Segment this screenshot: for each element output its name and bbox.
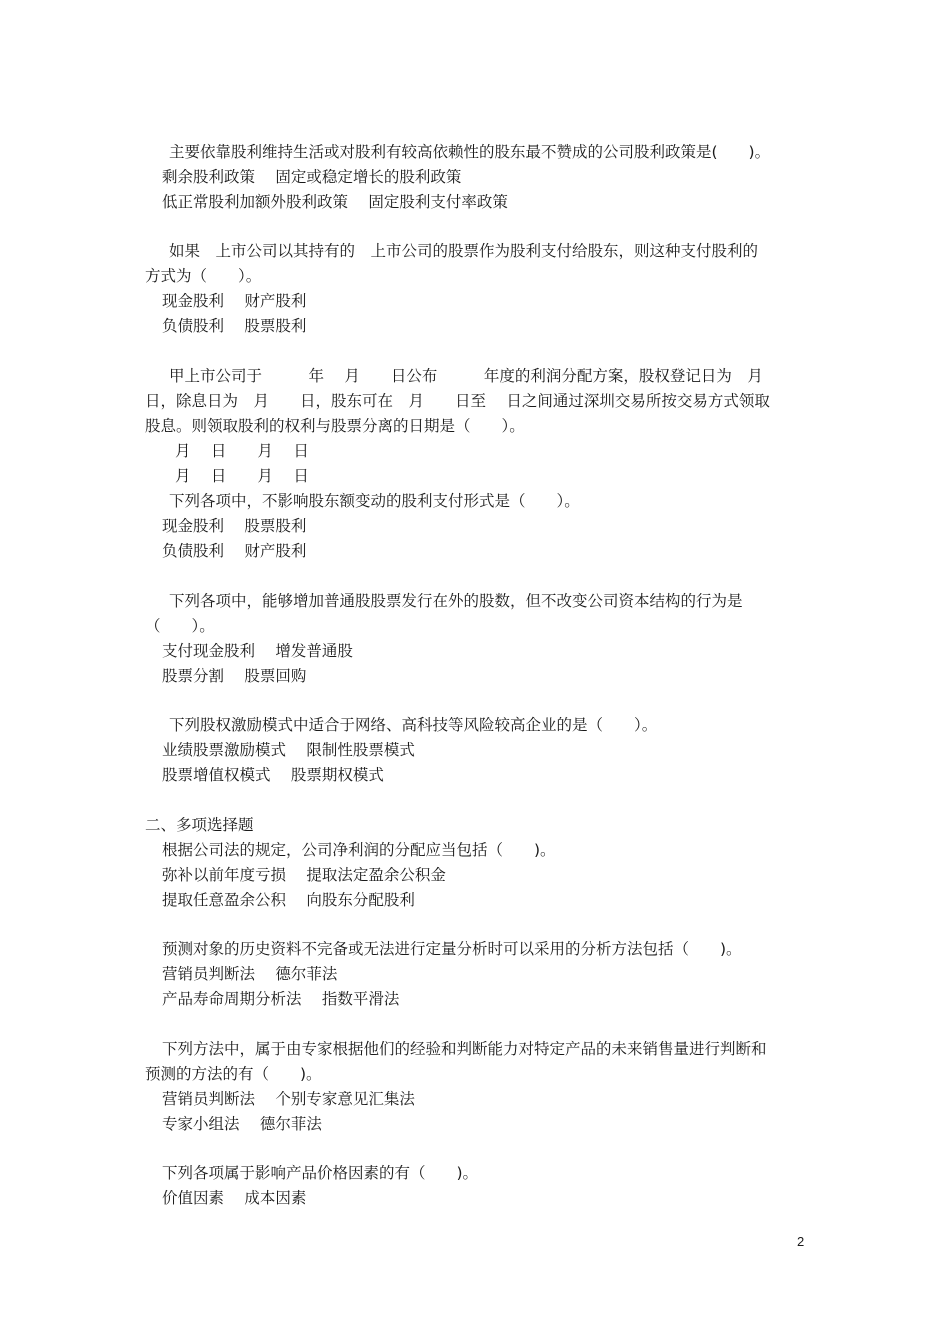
question-2-options-a-b: 现金股利 财产股利: [162, 292, 307, 310]
question-5-stem-cont: （ ）。: [145, 617, 215, 635]
multi-question-2-options-a-b: 营销员判断法 德尔菲法: [162, 965, 338, 983]
question-3-stem: 甲上市公司于 年 月 日公布 年度的利润分配方案，股权登记日为 月: [169, 367, 763, 385]
question-1-options-a-b: 剩余股利政策 固定或稳定增长的股利政策: [162, 168, 462, 186]
multi-question-3-stem-cont: 预测的方法的有（ )。: [145, 1065, 322, 1083]
multi-question-1-stem: 根据公司法的规定，公司净利润的分配应当包括（ )。: [162, 841, 556, 859]
question-1-options-c-d: 低正常股利加额外股利政策 固定股利支付率政策: [162, 193, 508, 211]
multi-question-4-stem: 下列各项属于影响产品价格因素的有（ )。: [162, 1164, 479, 1182]
multi-question-1-options-a-b: 弥补以前年度亏损 提取法定盈余公积金: [162, 866, 446, 884]
question-2-stem: 如果 上市公司以其持有的 上市公司的股票作为股利支付给股东，则这种支付股利的: [169, 242, 759, 260]
question-4-options-a-b: 现金股利 股票股利: [162, 517, 307, 535]
question-3-options-c-d: 月 日 月 日: [175, 467, 309, 485]
question-5-options-c-d: 股票分割 股票回购: [162, 667, 307, 685]
section-heading: 二、多项选择题: [145, 816, 254, 834]
page-number: 2: [797, 1234, 805, 1249]
multi-question-3-stem: 下列方法中，属于由专家根据他们的经验和判断能力对特定产品的未来销售量进行判断和: [162, 1040, 767, 1058]
question-6-options-c-d: 股票增值权模式 股票期权模式: [162, 766, 384, 784]
question-3-stem-cont: 日，除息日为 月 日，股东可在 月 日至 日之间通过深圳交易所按交易方式领取: [145, 392, 770, 410]
multi-question-2-stem: 预测对象的历史资料不完备或无法进行定量分析时可以采用的分析方法包括（ )。: [162, 940, 742, 958]
question-1-stem: 主要依靠股利维持生活或对股利有较高依赖性的股东最不赞成的公司股利政策是( )。: [169, 143, 771, 161]
question-4-stem: 下列各项中，不影响股东额变动的股利支付形式是（ ）。: [169, 492, 580, 510]
question-6-options-a-b: 业绩股票激励模式 限制性股票模式: [162, 741, 415, 759]
question-4-options-c-d: 负债股利 财产股利: [162, 542, 307, 560]
question-2-stem-cont: 方式为（ ）。: [145, 267, 262, 285]
multi-question-3-options-c-d: 专家小组法 德尔菲法: [162, 1115, 322, 1133]
multi-question-4-options-a-b: 价值因素 成本因素: [162, 1189, 307, 1207]
multi-question-1-options-c-d: 提取任意盈余公积 向股东分配股利: [162, 891, 415, 909]
question-6-stem: 下列股权激励模式中适合于网络、高科技等风险较高企业的是（ ）。: [169, 716, 658, 734]
question-5-options-a-b: 支付现金股利 增发普通股: [162, 642, 353, 660]
multi-question-3-options-a-b: 营销员判断法 个别专家意见汇集法: [162, 1090, 415, 1108]
question-5-stem: 下列各项中，能够增加普通股股票发行在外的股数，但不改变公司资本结构的行为是: [169, 592, 743, 610]
question-3-stem-end: 股息。则领取股利的权利与股票分离的日期是（ ）。: [145, 417, 525, 435]
question-2-options-c-d: 负债股利 股票股利: [162, 317, 307, 335]
question-3-options-a-b: 月 日 月 日: [175, 442, 309, 460]
multi-question-2-options-c-d: 产品寿命周期分析法 指数平滑法: [162, 990, 400, 1008]
